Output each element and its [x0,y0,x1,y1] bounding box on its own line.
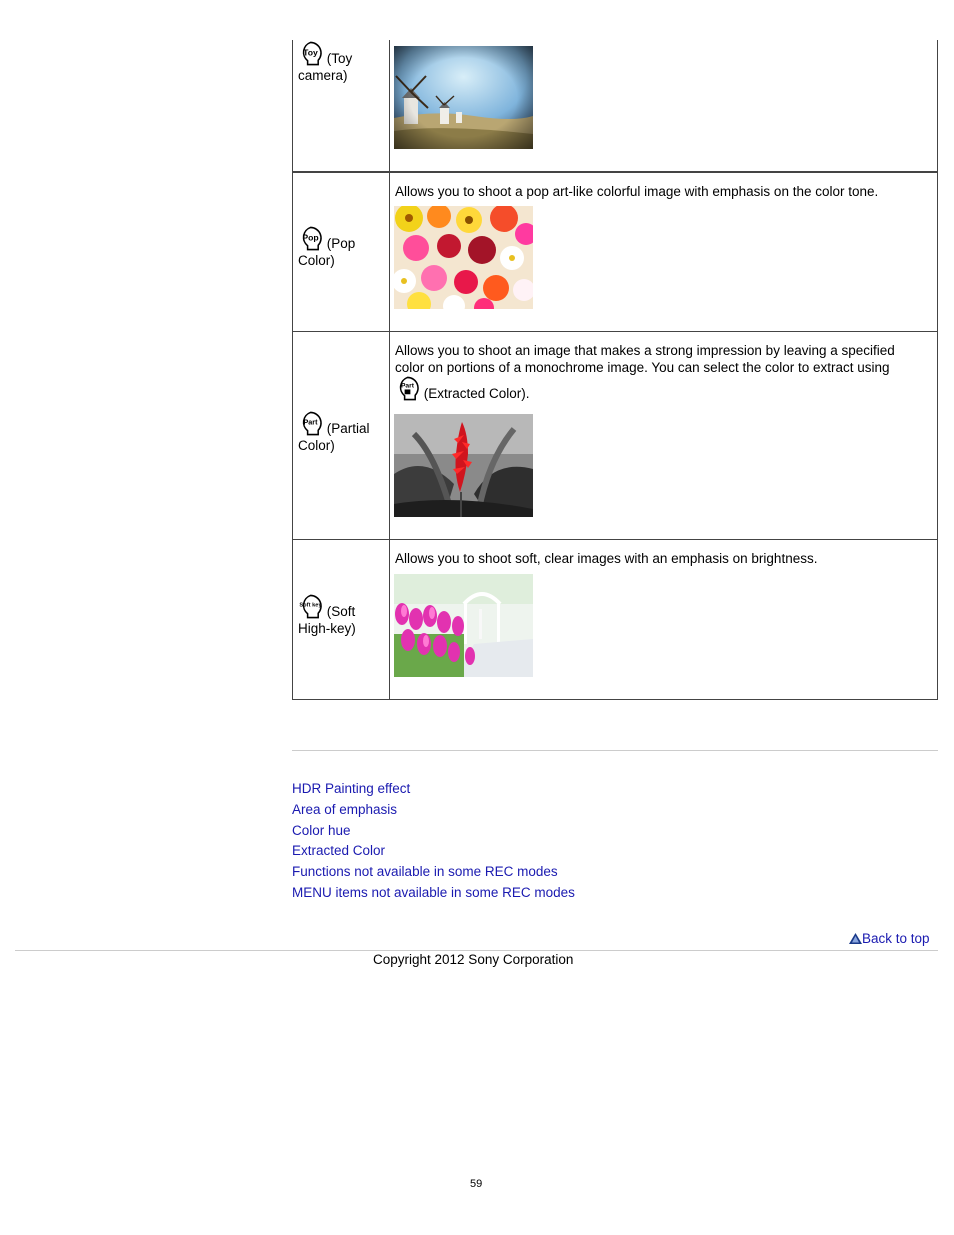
mode-name-line2: Color) [298,438,335,453]
mode-description-text: Allows you to shoot an image that makes a strong impression by leaving a specified color on portions of a monochrome image. You can select the color to extract using [395,343,895,375]
mode-name-cell [293,40,390,171]
table-row [292,172,938,332]
link-extracted-color[interactable]: Extracted Color [292,843,386,859]
icon-text: Part [303,417,318,427]
tulips-photo [394,574,533,677]
mode-name-line2: High-key) [298,621,356,636]
mode-name-line2: Color) [298,253,335,268]
pop-color-icon [298,226,323,251]
mode-name-line1: (Toy [326,51,353,66]
icon-text: Part [400,382,415,390]
mode-name-cell [293,540,390,699]
mode-name-cell [293,173,390,331]
link-hdr-painting-effect[interactable]: HDR Painting effect [292,781,411,796]
mode-description: Allows you to shoot soft, clear images with an emphasis on brightness. [395,551,818,566]
mode-description-suffix: (Extracted Color). [423,386,530,401]
icon-text: Soft key [299,602,322,609]
toy-camera-icon [298,41,323,66]
back-to-top-label: Back to top [862,931,930,946]
footer-divider [15,950,938,951]
link-area-of-emphasis[interactable]: Area of emphasis [292,801,398,817]
mode-name [298,594,384,637]
mode-name [298,41,384,84]
red-flower-photo [394,414,533,517]
mode-name-line1: (Soft [326,604,356,619]
mode-description-cell [390,173,937,331]
icon-text: Toy [303,47,318,58]
soft-high-key-icon [298,594,323,619]
back-to-top-link[interactable] [849,931,930,946]
related-links [292,779,575,904]
link-menu-items-not-available[interactable]: MENU items not available in some REC modes [292,884,575,900]
icon-text: Pop [302,232,319,243]
mode-description-cell [390,332,937,539]
mode-name-line1: (Pop [326,236,356,251]
partial-color-icon [298,411,323,436]
copyright: Copyright 2012 Sony Corporation [373,952,574,967]
page-number: 59 [470,1178,483,1190]
windmills-photo [394,46,533,149]
mode-description [395,342,915,402]
mode-name-cell [293,332,390,539]
up-arrow-icon [849,933,862,944]
link-functions-not-available[interactable]: Functions not available in some REC modes [292,864,558,880]
mode-description-cell [390,540,937,699]
flowers-photo [394,206,533,309]
link-color-hue[interactable]: Color hue [292,822,351,838]
table-row [292,40,938,172]
section-divider [292,750,938,751]
table-row [292,539,938,700]
extracted-color-icon [395,376,420,401]
table-row [292,331,938,540]
mode-name-line2: camera) [298,68,348,83]
mode-name [298,411,384,454]
mode-description-cell [390,40,937,171]
mode-name-line1: (Partial [326,421,370,436]
mode-name [298,226,384,269]
mode-description: Allows you to shoot a pop art-like colorful image with emphasis on the color tone. [395,184,879,199]
